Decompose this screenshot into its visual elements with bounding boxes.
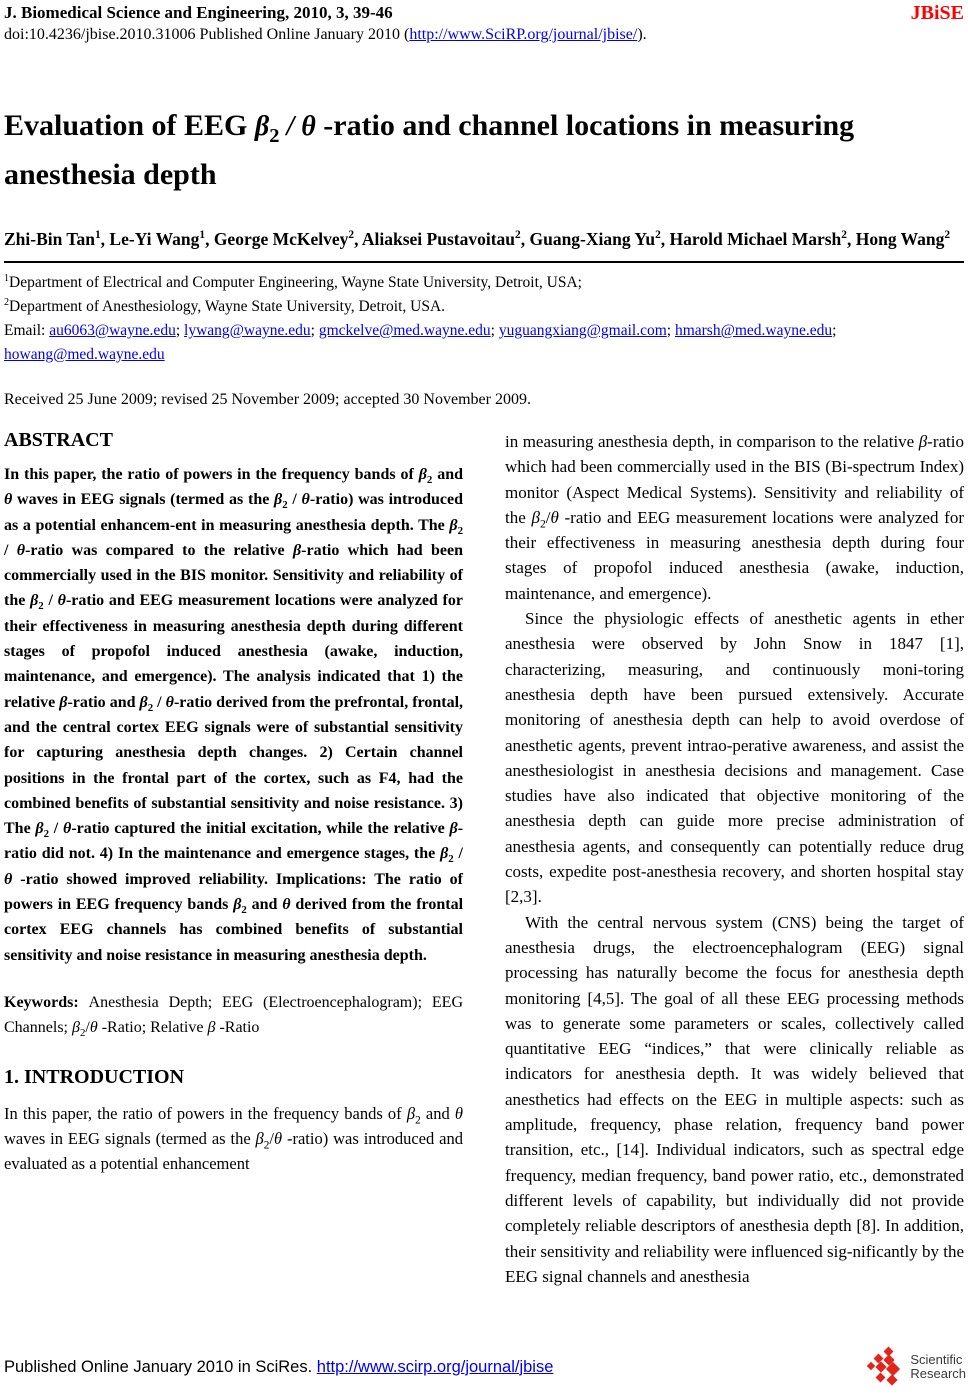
text-segment: 2: [426, 474, 433, 487]
text-segment: -ratio) was introduced and evaluated as a potential enhancement: [4, 1128, 463, 1173]
journal-url-link[interactable]: http://www.SciRP.org/journal/jbise/: [409, 26, 638, 43]
text-segment: θ: [16, 541, 26, 559]
journal-citation: J. Biomedical Science and Engineering, 2010, 3, 39-46: [4, 3, 393, 22]
text-segment: F4: [378, 769, 397, 787]
text-segment: /: [453, 845, 463, 863]
doi-line: [4, 26, 964, 44]
text-segment: θ: [282, 896, 291, 914]
text-segment: θ: [4, 491, 13, 509]
affiliation-1: [4, 271, 964, 295]
logo-text-line2: Research: [910, 1366, 966, 1381]
text-segment: β: [254, 111, 270, 142]
keywords-line: [4, 990, 463, 1040]
text-segment: -ratio and channel locations in measuring anesthesia depth: [4, 109, 855, 191]
text-segment: 2: [348, 229, 355, 242]
text-segment: 2: [457, 524, 463, 537]
text-segment: 2: [147, 701, 154, 714]
text-segment: , had the combined benefits of substantial sensitivity and noise resistance. 3) The: [4, 769, 464, 838]
email-link-yuguangxiang[interactable]: yuguangxiang@gmail.com: [498, 322, 667, 339]
text-segment: β: [440, 845, 449, 863]
text-segment: β: [449, 820, 458, 838]
text-segment: β: [531, 507, 540, 527]
affiliation-2: [4, 295, 964, 319]
text-segment: θ: [454, 1103, 463, 1123]
introduction-paragraph: [4, 1101, 463, 1176]
text-segment: -ratio derived from the prefrontal, frontal, and the central cortex EEG signals were of substantial sensitivity for capturing anesthesia depth changes. 2) Certain channel positions in the frontal part of the cortex, such as: [4, 693, 464, 787]
text-segment: 1: [4, 272, 10, 284]
text-segment: doi:10.4236/jbise.2010.31006 Published Online January 2010 (: [4, 26, 410, 43]
text-segment: In this paper, the ratio of powers in the frequency bands of: [4, 466, 419, 483]
scirp-diamonds-icon: [867, 1346, 907, 1388]
email-line: [4, 319, 964, 367]
text-segment: β: [30, 592, 39, 610]
text-segment: β: [233, 896, 242, 914]
footer-journal-link[interactable]: http://www.scirp.org/journal/jbise: [316, 1357, 554, 1376]
text-segment: θ: [301, 491, 310, 509]
text-segment: β: [207, 1018, 216, 1036]
text-segment: β: [139, 693, 148, 711]
text-segment: -Ratio; Relative: [97, 1018, 208, 1036]
text-segment: /: [269, 1128, 274, 1148]
text-segment: waves in EEG signals (termed as the: [4, 1128, 256, 1148]
text-segment: β: [418, 466, 427, 483]
text-segment: /: [4, 541, 17, 559]
text-segment: β: [292, 541, 302, 559]
text-segment: Zhi-Bin Tan: [4, 229, 95, 249]
abstract-text: [4, 462, 463, 968]
text-segment: derived from the frontal cortex EEG channels has combined benefits of substantial sensitivity and noise resistance in measuring anesthesia depth.: [4, 896, 464, 964]
text-segment: in measuring anesthesia depth, in comparison to the relative: [505, 432, 919, 451]
text-segment: Department of Anesthesiology, Wayne State University, Detroit, USA.: [9, 298, 446, 315]
text-segment: ;: [666, 322, 675, 339]
text-segment: θ: [57, 592, 66, 610]
text-segment: 2: [43, 828, 50, 841]
text-segment: θ: [550, 507, 559, 527]
email-link-lywang[interactable]: lywang@wayne.edu: [184, 322, 311, 339]
text-segment: 2: [539, 517, 546, 531]
logo-text: [910, 1353, 966, 1381]
text-segment: -ratio captured the initial excitation, while the relative: [71, 820, 450, 838]
text-segment: Anesthesia Depth; EEG (Electroencephalogram); EEG Channels;: [4, 993, 463, 1036]
text-segment: β: [918, 432, 928, 451]
scientific-research-logo: [867, 1346, 966, 1388]
text-segment: -ratio did not. 4) In the maintenance and emergence stages, the: [4, 820, 464, 863]
email-link-hmarsh[interactable]: hmarsh@med.wayne.edu: [674, 322, 833, 339]
text-segment: 1: [199, 229, 206, 242]
text-segment: -Ratio: [215, 1018, 260, 1036]
text-segment: 2: [655, 229, 661, 242]
text-segment: Published Online January 2010 in SciRes.: [4, 1357, 317, 1376]
text-segment: 2: [841, 229, 847, 242]
text-segment: -ratio and EEG measurement locations were analyzed for their effectiveness in measuring anesthesia depth during four stages of propofol induced anesthesia (awake, induction, maintenance, and emergence).: [505, 507, 964, 603]
journal-brand-jbise: JBiSE: [910, 2, 964, 24]
text-segment: β: [274, 491, 283, 509]
text-segment: /: [49, 820, 63, 838]
text-segment: ;: [490, 322, 499, 339]
email-link-howang[interactable]: howang@med.wayne.edu: [4, 346, 165, 363]
text-segment: , Hong Wang: [846, 229, 945, 249]
paper-title: [4, 102, 914, 199]
text-segment: 2: [944, 229, 951, 242]
text-segment: /: [545, 507, 551, 527]
text-segment: 2: [448, 853, 454, 866]
text-segment: β: [449, 516, 458, 534]
abstract-heading: ABSTRACT: [4, 429, 113, 451]
text-segment: 2: [282, 499, 288, 512]
text-segment: /: [43, 592, 58, 610]
page-footer: [4, 1346, 966, 1388]
text-segment: β: [406, 1103, 416, 1123]
text-segment: ;: [832, 322, 837, 339]
text-segment: 2: [241, 904, 247, 917]
text-segment: Evaluation of EEG: [4, 109, 255, 142]
text-segment: , Aliaksei Pustavoitau: [354, 229, 516, 249]
author-list: [4, 227, 964, 251]
text-segment: /: [279, 111, 302, 142]
text-segment: ).: [637, 26, 647, 43]
text-segment: -ratio and: [67, 693, 140, 711]
logo-text-line1: Scientific: [910, 1352, 963, 1367]
text-segment: θ: [301, 111, 316, 142]
email-link-au6063[interactable]: au6063@wayne.edu: [49, 322, 176, 339]
two-column-body: [4, 429, 964, 1289]
text-segment: , Guang-Xiang Yu: [520, 229, 656, 249]
text-segment: , Le-Yi Wang: [100, 229, 200, 249]
text-segment: In this paper, the ratio of powers in the frequency bands of: [4, 1103, 407, 1123]
text-segment: Keywords:: [4, 993, 89, 1011]
text-segment: and: [420, 1103, 455, 1123]
text-segment: and: [246, 896, 283, 914]
text-segment: β: [59, 693, 68, 711]
email-link-gmckelve[interactable]: gmckelve@med.wayne.edu: [318, 322, 491, 339]
text-segment: /: [85, 1018, 90, 1036]
text-segment: θ: [4, 870, 13, 888]
body-paragraph-1: [505, 429, 964, 606]
text-segment: waves in EEG signals (termed as the: [12, 491, 275, 509]
text-segment: ;: [310, 322, 319, 339]
text-segment: 2: [38, 600, 44, 613]
author-affiliation-divider: [4, 261, 964, 263]
text-segment: -ratio which had been commercially used in the BIS (Bi-spectrum Index) monitor (Aspect Medical Systems). Sensitivity and reliability of the: [505, 432, 964, 527]
text-segment: 2: [79, 1027, 86, 1040]
text-segment: and: [432, 466, 464, 483]
text-segment: -ratio) was introduced as a potential enhancem-ent in measuring anesthesia depth. The: [4, 491, 463, 534]
introduction-heading: 1. INTRODUCTION: [4, 1065, 185, 1088]
text-segment: /: [287, 491, 302, 509]
text-segment: 2: [515, 229, 521, 242]
text-segment: β: [255, 1128, 264, 1148]
text-segment: β: [72, 1018, 80, 1036]
text-segment: Email:: [4, 322, 50, 339]
text-segment: θ: [165, 693, 174, 711]
right-column: [505, 429, 964, 1289]
text-segment: θ: [273, 1128, 283, 1148]
text-segment: θ: [89, 1018, 98, 1036]
body-paragraph-3: With the central nervous system (CNS) being the target of anesthesia drugs, the electroencephalogram (EEG) signal processing has naturally become the focus for anesthesia depth monitoring [4,5]. The goal of all these EEG processing methods was to generate some parameters or scales, collectively called quantitative EEG “indices,” that were clinically reliable as indicators for anesthesia depth. It was widely believed that anesthetics had effects on the EEG in multiple aspects: such as amplitude, frequency, phase relation, frequency band power transition, etc., [14]. Individual indicators, such as spectral edge frequency, median frequency, band power ratio, etc., demonstrated different levels of capability, but individually did not provide completely reliable descriptors of anesthesia depth [8]. In addition, their sensitivity and reliability were influenced sig-nificantly by the EEG signal channels and anesthesia: [505, 912, 964, 1286]
text-segment: -ratio and EEG measurement locations were analyzed for their effectiveness in measuring anesthesia depth during different stages of propofol induced anesthesia (awake, induction, maintenance, and emergence). The analysis indicated that 1) the relative: [4, 592, 463, 711]
text-segment: θ: [63, 820, 72, 838]
affiliations-block: [4, 271, 964, 367]
text-segment: , George McKelvey: [205, 229, 349, 249]
left-column: [4, 429, 463, 1289]
text-segment: 2: [269, 125, 280, 147]
text-segment: -ratio which had been commercially used in the BIS monitor. Sensitivity and reliability of the: [4, 541, 464, 610]
body-paragraph-2: Since the physiologic effects of anesthetic agents in ether anesthesia were observed by John Snow in 1847 [1], characterizing, measuring, and continuously moni-toring anesthesia depth have been pursued extensively. Accurate monitoring of anesthesia depth can help to avoid overdose of anesthetic agents, prevent intrao-perative awareness, and assist the anesthesiologist in anesthesia decisions and management. Case studies have also indicated that objective monitoring of the anesthesia depth can guide more precise administration of anesthesia agents, and consequently can potentially reduce drug costs, expedite post-anesthesia recovery, and shorten hospital stay [2,3].: [505, 609, 964, 907]
text-segment: /: [153, 693, 166, 711]
text-segment: ;: [175, 322, 185, 339]
text-segment: 1: [94, 229, 101, 242]
text-segment: β: [35, 820, 44, 838]
received-dates: Received 25 June 2009; revised 25 November 2009; accepted 30 November 2009.: [4, 391, 531, 408]
text-segment: 2: [263, 1139, 270, 1152]
text-segment: Department of Electrical and Computer Engineering, Wayne State University, Detroit, USA;: [9, 274, 582, 291]
text-segment: -ratio showed improved reliability. Implications: The ratio of powers in EEG frequency bands: [4, 870, 463, 914]
footer-published-line: [4, 1358, 553, 1377]
text-segment: -ratio was compared to the relative: [25, 541, 293, 559]
text-segment: 2: [415, 1114, 421, 1127]
text-segment: 2: [4, 296, 10, 308]
text-segment: , Harold Michael Marsh: [660, 229, 842, 249]
page-header: [4, 3, 964, 23]
